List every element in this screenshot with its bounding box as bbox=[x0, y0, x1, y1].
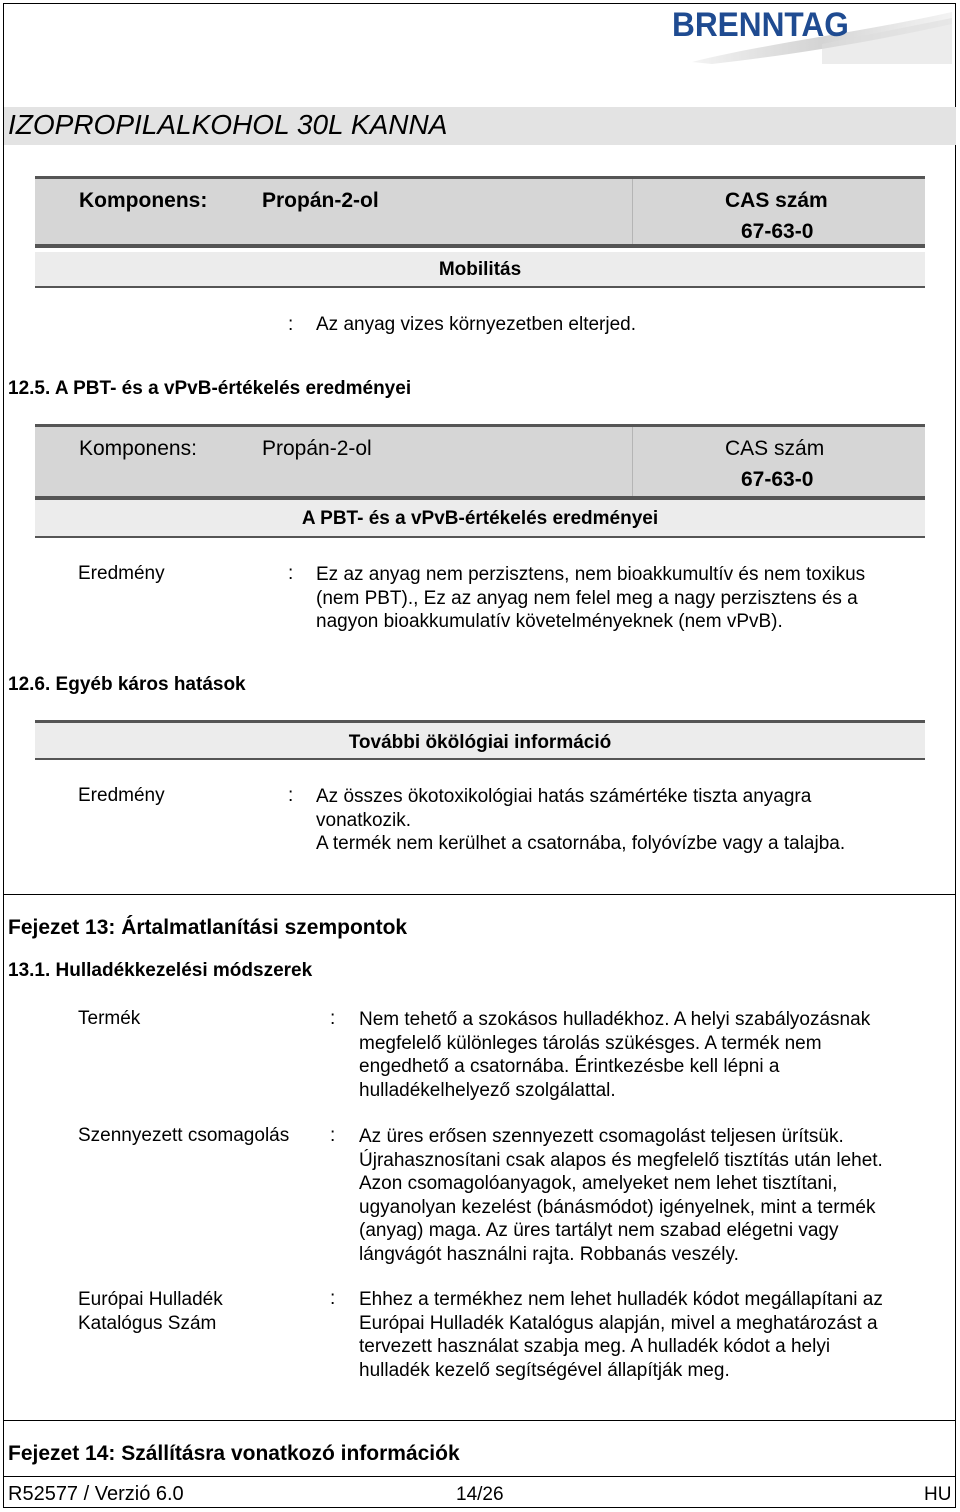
product-label: Termék bbox=[78, 1008, 141, 1029]
header-rule bbox=[35, 244, 925, 248]
packaging-line: lángvágót használni rajta. Robbanás veszély. bbox=[359, 1243, 739, 1265]
product-line: hulladékelhelyező szolgálattal. bbox=[359, 1079, 616, 1101]
packaging-line: ugyanolyan kezelést (bánásmódot) igényelnek, mint a termék bbox=[359, 1196, 876, 1218]
section-12-5-heading: 12.5. A PBT- és a vPvB-értékelés eredményei bbox=[8, 378, 412, 399]
product-colon: : bbox=[330, 1008, 336, 1029]
ewc-label bbox=[78, 1288, 223, 1335]
cas-divider bbox=[632, 179, 633, 248]
component-name: Propán-2-ol bbox=[262, 189, 379, 212]
footer-page-number: 14/26 bbox=[456, 1484, 504, 1505]
component-header-2 bbox=[35, 424, 925, 500]
product-text bbox=[359, 1008, 870, 1102]
pbt-result-line: Ez az anyag nem perzisztens, nem bioakkumultív és nem toxikus bbox=[316, 564, 866, 585]
pbt-result-line: (nem PBT)., Ez az anyag nem felel meg a nagy perzisztens és a bbox=[316, 587, 858, 609]
pbt-result-colon: : bbox=[288, 563, 294, 584]
product-line: engedhető a csatornába. Érintkezésbe kell lépni a bbox=[359, 1056, 780, 1077]
packaging-colon: : bbox=[330, 1125, 336, 1146]
cas-number: 67-63-0 bbox=[741, 220, 814, 243]
chapter-divider-2 bbox=[4, 1420, 956, 1421]
footer-language: HU bbox=[924, 1484, 952, 1505]
component-header bbox=[35, 176, 925, 248]
pbt-result-line: nagyon bioakkumulatív követelményeknek (nem vPvB). bbox=[316, 611, 783, 632]
ewc-label-line: Katalógus Szám bbox=[78, 1312, 217, 1334]
eco-result-colon: : bbox=[288, 785, 294, 806]
cas-divider-2 bbox=[632, 427, 633, 500]
chapter-divider bbox=[4, 894, 956, 895]
eco-result-line: Az összes ökotoxikológiai hatás számértéke tiszta anyagra bbox=[316, 786, 812, 807]
cas-label-2: CAS szám bbox=[725, 437, 825, 460]
chapter-14-heading: Fejezet 14: Szállításra vonatkozó információk bbox=[8, 1442, 460, 1465]
eco-result-line: vonatkozik. bbox=[316, 809, 412, 831]
brenntag-logo bbox=[672, 4, 954, 64]
component-label: Komponens: bbox=[79, 189, 208, 212]
pbt-subheading: A PBT- és a vPvB-értékelés eredményei bbox=[35, 500, 925, 538]
packaging-line: (anyag) maga. Az üres tartályt nem szabad elégetni vagy bbox=[359, 1220, 839, 1241]
footer-doc-id: R52577 / Verzió 6.0 bbox=[8, 1483, 184, 1505]
eco-result-text bbox=[316, 785, 845, 856]
ewc-line: tervezett használat szabja meg. A hulladék kódot a helyi bbox=[359, 1336, 831, 1357]
ewc-text bbox=[359, 1288, 883, 1382]
document-title: IZOPROPILALKOHOL 30L KANNA bbox=[8, 109, 448, 140]
ecological-info-subheading: További ökölógiai információ bbox=[35, 720, 925, 760]
packaging-line: Azon csomagolóanyagok, amelyeket nem lehet tisztítani, bbox=[359, 1173, 838, 1194]
mobility-subheading: Mobilitás bbox=[35, 252, 925, 288]
mobility-colon: : bbox=[288, 314, 294, 335]
section-13-1-heading: 13.1. Hulladékkezelési módszerek bbox=[8, 960, 313, 981]
pbt-result-label: Eredmény bbox=[78, 563, 165, 584]
section-12-6-heading: 12.6. Egyéb káros hatások bbox=[8, 674, 246, 695]
component-label-2: Komponens: bbox=[79, 437, 197, 460]
product-line: Nem tehető a szokásos hulladékhoz. A helyi szabályozásnak bbox=[359, 1009, 871, 1030]
ewc-colon: : bbox=[330, 1288, 336, 1309]
eco-result-line: A termék nem kerülhet a csatornába, folyóvízbe vagy a talajba. bbox=[316, 833, 846, 854]
pbt-result-text bbox=[316, 563, 865, 634]
ewc-line: Ehhez a termékhez nem lehet hulladék kódot megállapítani az bbox=[359, 1289, 883, 1310]
packaging-line: Újrahasznosítani csak alapos és megfelelő tisztítás után lehet. bbox=[359, 1149, 883, 1171]
ewc-label-line: Európai Hulladék bbox=[78, 1289, 223, 1310]
ewc-line: Európai Hulladék Katalógus alapján, mivel a meghatározást a bbox=[359, 1312, 878, 1334]
packaging-label: Szennyezett csomagolás bbox=[78, 1125, 290, 1146]
cas-number-2: 67-63-0 bbox=[741, 468, 814, 491]
footer-divider bbox=[4, 1476, 956, 1477]
chapter-13-heading: Fejezet 13: Ártalmatlanítási szempontok bbox=[8, 916, 408, 939]
product-line: megfelelő különleges tárolás szükésges. A termék nem bbox=[359, 1032, 822, 1054]
packaging-line: Az üres erősen szennyezett csomagolást teljesen ürítsük. bbox=[359, 1126, 844, 1147]
brand-name: BRENNTAG bbox=[672, 6, 849, 44]
component-name-2: Propán-2-ol bbox=[262, 437, 372, 460]
packaging-text bbox=[359, 1125, 883, 1266]
cas-label: CAS szám bbox=[725, 189, 828, 212]
mobility-text: Az anyag vizes környezetben elterjed. bbox=[316, 314, 637, 335]
ewc-line: hulladék kezelő segítségével állapítják meg. bbox=[359, 1359, 730, 1381]
eco-result-label: Eredmény bbox=[78, 785, 165, 806]
